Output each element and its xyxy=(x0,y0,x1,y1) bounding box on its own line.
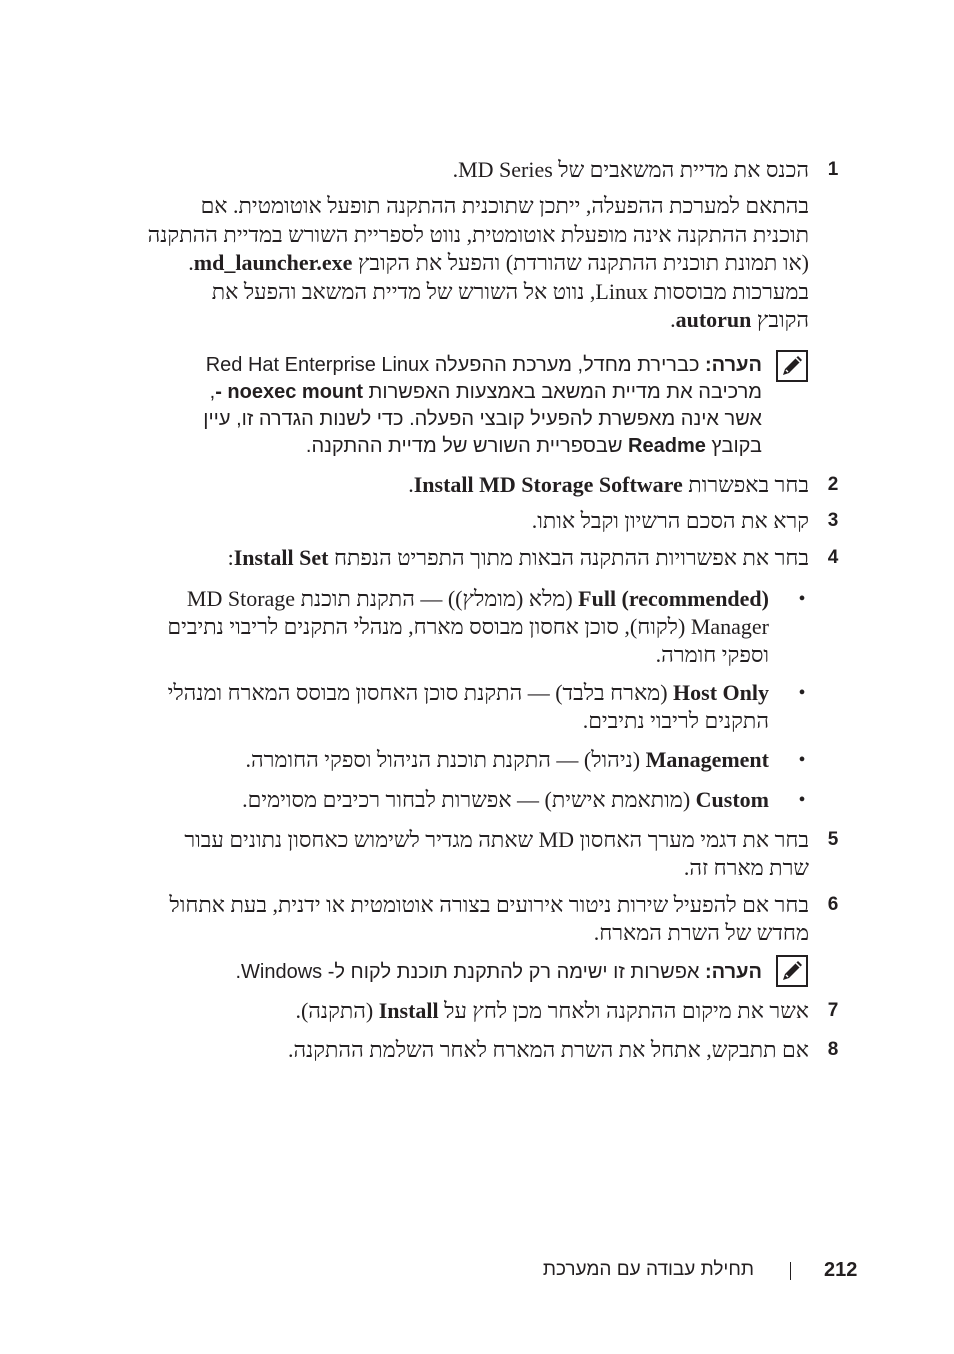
step-number: 4 xyxy=(827,547,839,568)
step-number: 2 xyxy=(827,474,839,495)
step-6-text: בחר אם להפעיל שירות ניטור אירועים בצורה אוטומטית או ידנית, בעת אתחול מחדש של השרת המארח. xyxy=(169,892,809,945)
bullet-marker: • xyxy=(798,682,806,704)
step-7-text: אשר את מיקום ההתקנה ולאחר מכן לחץ על Install (התקנה). xyxy=(295,998,809,1023)
bullet-marker: • xyxy=(798,749,806,771)
pencil-note-icon xyxy=(776,955,808,987)
step-4-text: בחר את אפשרויות ההתקנה הבאות מתוך התפריט הנפתח Install Set: xyxy=(227,545,809,570)
step-1-text: הכנס את מדיית המשאבים של MD Series. xyxy=(452,157,809,182)
bullet-marker: • xyxy=(798,789,806,811)
step-number: 1 xyxy=(827,159,839,180)
note-2-text: הערה: אפשרות זו ישימה רק להתקנת תוכנת לקוח ל- Windows. xyxy=(235,961,762,983)
bullet-item-full: Full (recommended) (מלא (מומלץ)) — התקנת תוכנת MD Storage Manager (לקוח), סוכן אחסון מבוסס מארח, מנהלי התקנים לריבוי נתיבים וספקי חומרה. xyxy=(167,586,769,667)
bullet-item-host-only: Host Only (מארח בלבד) — התקנת סוכן האחסון מבוסס המארח ומנהלי התקנים לריבוי נתיבים. xyxy=(167,680,769,733)
bullet-item-management: Management (ניהול) — התקנת תוכנת הניהול וספקי החומרה. xyxy=(245,747,769,772)
footer-divider xyxy=(790,1262,791,1280)
step-2-text: בחר באפשרות Install MD Storage Software. xyxy=(408,472,809,497)
bullet-item-custom: Custom (מותאמת אישית) — אפשרות לבחור רכיבים מסוימים. xyxy=(242,787,769,812)
pencil-note-icon xyxy=(776,350,808,382)
step-8-text: אם תתבקש, אתחל את השרת המארח לאחר השלמת ההתקנה. xyxy=(287,1037,809,1062)
step-3-text: קרא את הסכם הרשיון וקבל אותו. xyxy=(531,508,809,533)
bullet-marker: • xyxy=(798,588,806,610)
note-1-text: הערה: כברירת מחדל, מערכת ההפעלה Red Hat Enterprise Linux מרכיבה את מדיית המשאב באמצעות האפשרות noexec mount -, אשר אינה מאפשרת להפעיל קובצי הפעלה. כדי לשנות הגדרה זו, עיין בקובץ Readme שבספריית השורש של מדיית ההתקנה. xyxy=(203,354,762,457)
step-5-text: בחר את דגמי מערך האחסון MD שאתה מגדיר לשימוש כאחסון נתונים עבור שרת מארח זה. xyxy=(184,827,809,880)
step-number: 5 xyxy=(827,829,839,850)
step-number: 6 xyxy=(827,894,839,915)
footer-title: תחילת עבודה עם המערכת xyxy=(542,1259,754,1280)
step-number: 3 xyxy=(827,510,839,531)
step-1-paragraph: בהתאם למערכת ההפעלה, ייתכן שתוכנית ההתקנה תופעל אוטומטית. אם תוכנית ההתקנה אינה מופעלת אוטומטית, נווט לספריית השורש במדיית ההתקנה (או תמונת תוכנית ההתקנה שהורדת) והפעל את הקובץ md_launcher.exe. במערכות מבוססות Linux, נווט אל השורש של מדיית המשאב והפעל את הקובץ autorun. xyxy=(147,193,809,332)
page-number: 212 xyxy=(824,1259,858,1281)
step-number: 8 xyxy=(827,1039,839,1060)
step-number: 7 xyxy=(827,1000,839,1021)
